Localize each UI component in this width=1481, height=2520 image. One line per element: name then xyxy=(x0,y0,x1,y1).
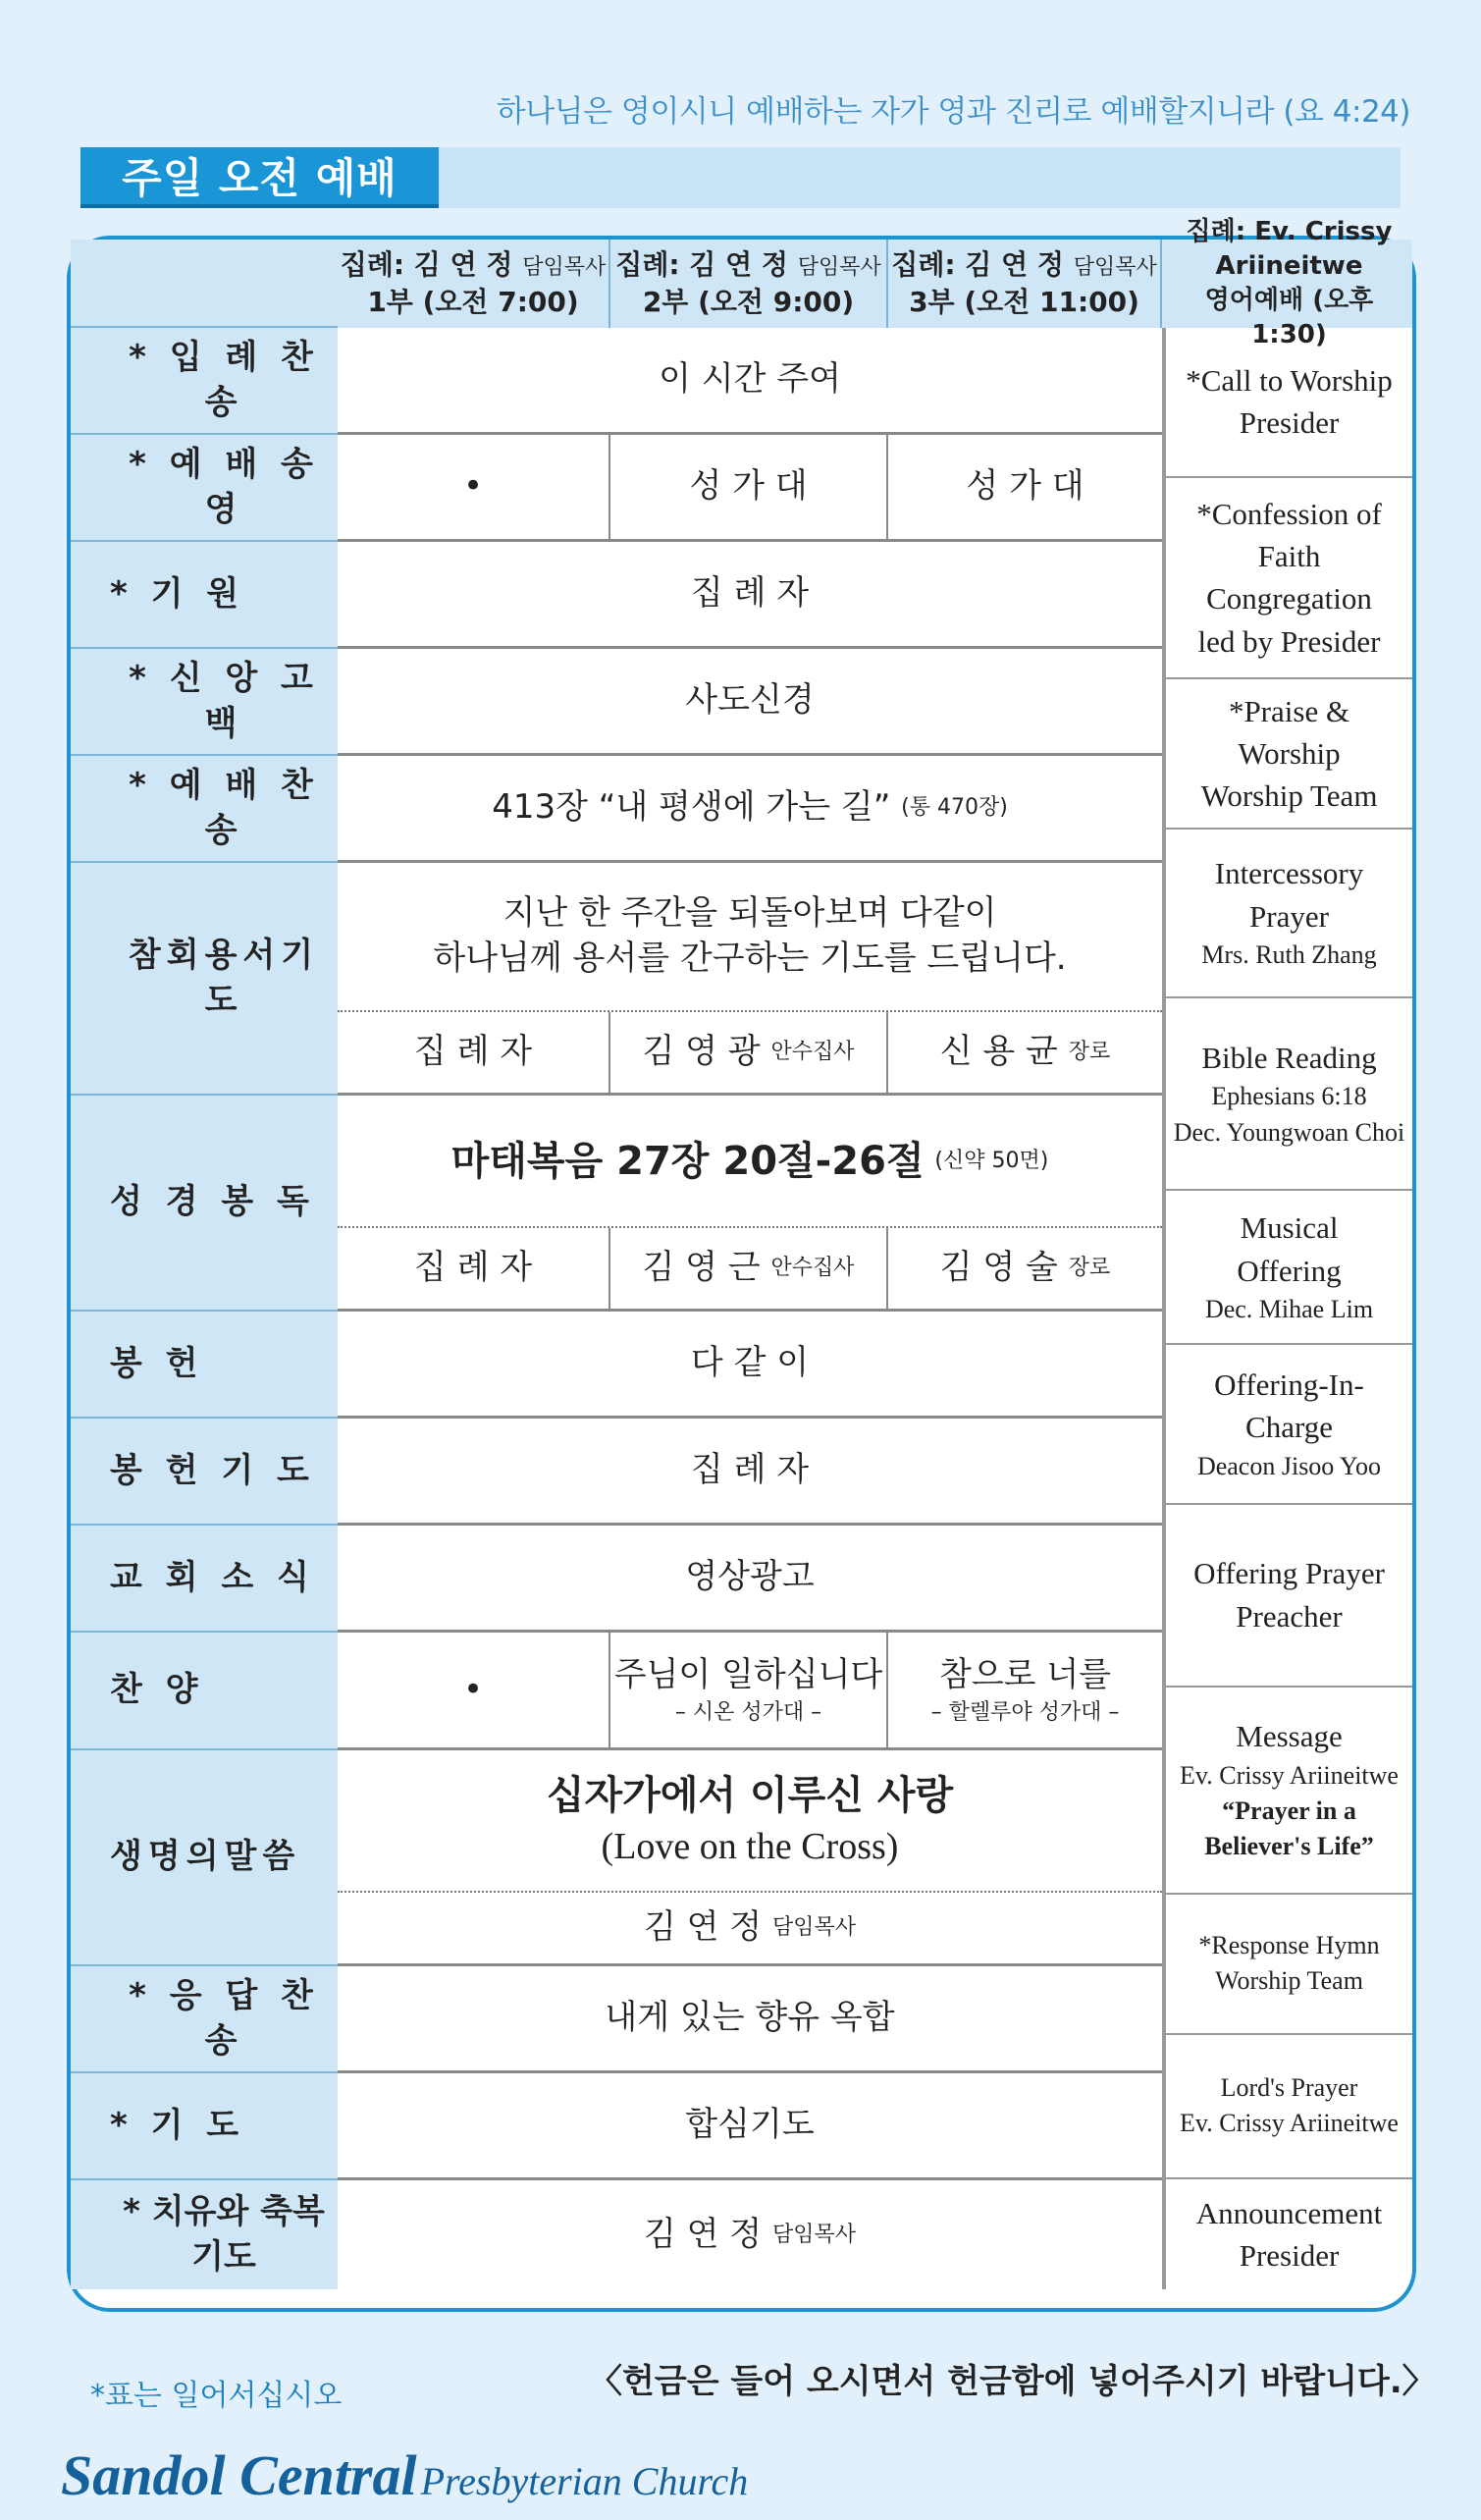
label-praise: 찬 양 xyxy=(71,1633,338,1750)
eng-message: Message Ev. Crissy Ariineitwe “Prayer in a Believer's Life” xyxy=(1166,1688,1412,1895)
healing-blessing: 김 연 정 담임목사 xyxy=(644,2214,856,2254)
praise-1: • xyxy=(338,1633,610,1750)
response-hymn: 내게 있는 향유 옥합 xyxy=(338,1966,1162,2073)
standing-note: *표는 일어서십시오 xyxy=(90,2379,343,2413)
invocation: 집 례 자 xyxy=(338,542,1162,649)
label-prayer: * 기 도 xyxy=(71,2073,338,2180)
church-name: Sandol Central Presbyterian Church xyxy=(61,2443,749,2507)
label-invocation: * 기 원 xyxy=(71,542,338,649)
eng-call-to-worship: *Call to Worship Presider xyxy=(1166,328,1412,478)
scripture-passage: 마태복음 27장 20절-26절 (신약 50면) xyxy=(338,1096,1162,1228)
opening-hymn: 이 시간 주여 xyxy=(338,328,1162,435)
label-scripture-reading: 성 경 봉 독 xyxy=(71,1096,338,1312)
sermon-preacher: 김 연 정 담임목사 xyxy=(338,1893,1162,1966)
scripture-verse: 하나님은 영이시니 예배하는 자가 영과 진리로 예배할지니라 (요 4:24) xyxy=(496,94,1410,130)
eng-bible-reading: Bible Reading Ephesians 6:18 Dec. Youngwoan Choi xyxy=(1166,998,1412,1191)
label-worship-hymn: * 예 배 찬 송 xyxy=(71,756,338,863)
eng-intercessory-prayer: Intercessory Prayer Mrs. Ruth Zhang xyxy=(1166,830,1412,998)
eng-musical-offering: Musical Offering Dec. Mihae Lim xyxy=(1166,1191,1412,1345)
eng-offering-in-charge: Offering-In- Charge Deacon Jisoo Yoo xyxy=(1166,1345,1412,1504)
label-church-news: 교 회 소 식 xyxy=(71,1526,338,1633)
offering: 다 같 이 xyxy=(338,1312,1162,1419)
confession-leader-2: 김 영 광 안수집사 xyxy=(610,1012,888,1096)
eng-confession-of-faith: *Confession of Faith Congregation led by Presider xyxy=(1166,478,1412,680)
praise-3: 참으로 너를 – 할렐루야 성가대 – xyxy=(888,1633,1162,1750)
scripture-reader-3: 김 영 술 장로 xyxy=(888,1228,1162,1312)
label-offering: 봉 헌 xyxy=(71,1312,338,1419)
confession-leader-3: 신 용 균 장로 xyxy=(888,1012,1162,1096)
church-news: 영상광고 xyxy=(338,1526,1162,1633)
english-service-header: 집례: Ev. Crissy Ariineitwe 영어예배 (오후 1:30) xyxy=(1166,240,1412,328)
label-creed: * 신 앙 고 백 xyxy=(71,649,338,756)
service-3-header: 집례: 김 연 정 담임목사 3부 (오전 11:00) xyxy=(888,240,1162,328)
label-doxology: * 예 배 송 영 xyxy=(71,435,338,542)
label-response-hymn: * 응 답 찬 송 xyxy=(71,1966,338,2073)
confession-leader-1: 집 례 자 xyxy=(338,1012,610,1096)
service-2-header: 집례: 김 연 정 담임목사 2부 (오전 9:00) xyxy=(610,240,888,328)
label-confession-prayer: 참회용서기도 xyxy=(71,863,338,1096)
english-service-column xyxy=(1166,328,1412,2289)
eng-response-hymn: *Response Hymn Worship Team xyxy=(1166,1895,1412,2035)
eng-announcement: Announcement Presider xyxy=(1195,2195,1383,2274)
page-title: 주일 오전 예배 xyxy=(80,147,439,208)
label-healing-blessing: * 치유와 축복기도 xyxy=(71,2180,338,2289)
sermon-title: 십자가에서 이루신 사랑 (Love on the Cross) xyxy=(338,1750,1162,1893)
eng-praise-worship: *Praise & Worship Worship Team xyxy=(1166,679,1412,830)
label-sermon: 생명의말씀 xyxy=(71,1750,338,1966)
order-of-worship-table xyxy=(67,216,1416,2312)
worship-hymn: 413장 “내 평생에 가는 길” (통 470장) xyxy=(338,756,1162,863)
offering-prayer: 집 례 자 xyxy=(338,1419,1162,1526)
doxology-3: 성 가 대 xyxy=(888,435,1162,542)
eng-offering-prayer: Offering Prayer Preacher xyxy=(1166,1505,1412,1688)
confession-text: 지난 한 주간을 되돌아보며 다같이 하나님께 용서를 간구하는 기도를 드립니다. xyxy=(338,863,1162,1012)
eng-lords-prayer: Lord's Prayer Ev. Crissy Ariineitwe xyxy=(1166,2035,1412,2180)
scripture-reader-2: 김 영 근 안수집사 xyxy=(610,1228,888,1312)
prayer: 합심기도 xyxy=(338,2073,1162,2180)
doxology-2: 성 가 대 xyxy=(610,435,888,542)
creed: 사도신경 xyxy=(338,649,1162,756)
service-1-header: 집례: 김 연 정 담임목사 1부 (오전 7:00) xyxy=(338,240,610,328)
praise-2: 주님이 일하십니다 – 시온 성가대 – xyxy=(610,1633,888,1750)
offering-note: 〈헌금은 들어 오시면서 헌금함에 넣어주시기 바랍니다.〉 xyxy=(589,2362,1436,2401)
label-offering-prayer: 봉 헌 기 도 xyxy=(71,1419,338,1526)
scripture-reader-1: 집 례 자 xyxy=(338,1228,610,1312)
doxology-1: • xyxy=(338,435,610,542)
label-opening-hymn: * 입 례 찬 송 xyxy=(71,328,338,435)
header-corner xyxy=(71,240,338,328)
